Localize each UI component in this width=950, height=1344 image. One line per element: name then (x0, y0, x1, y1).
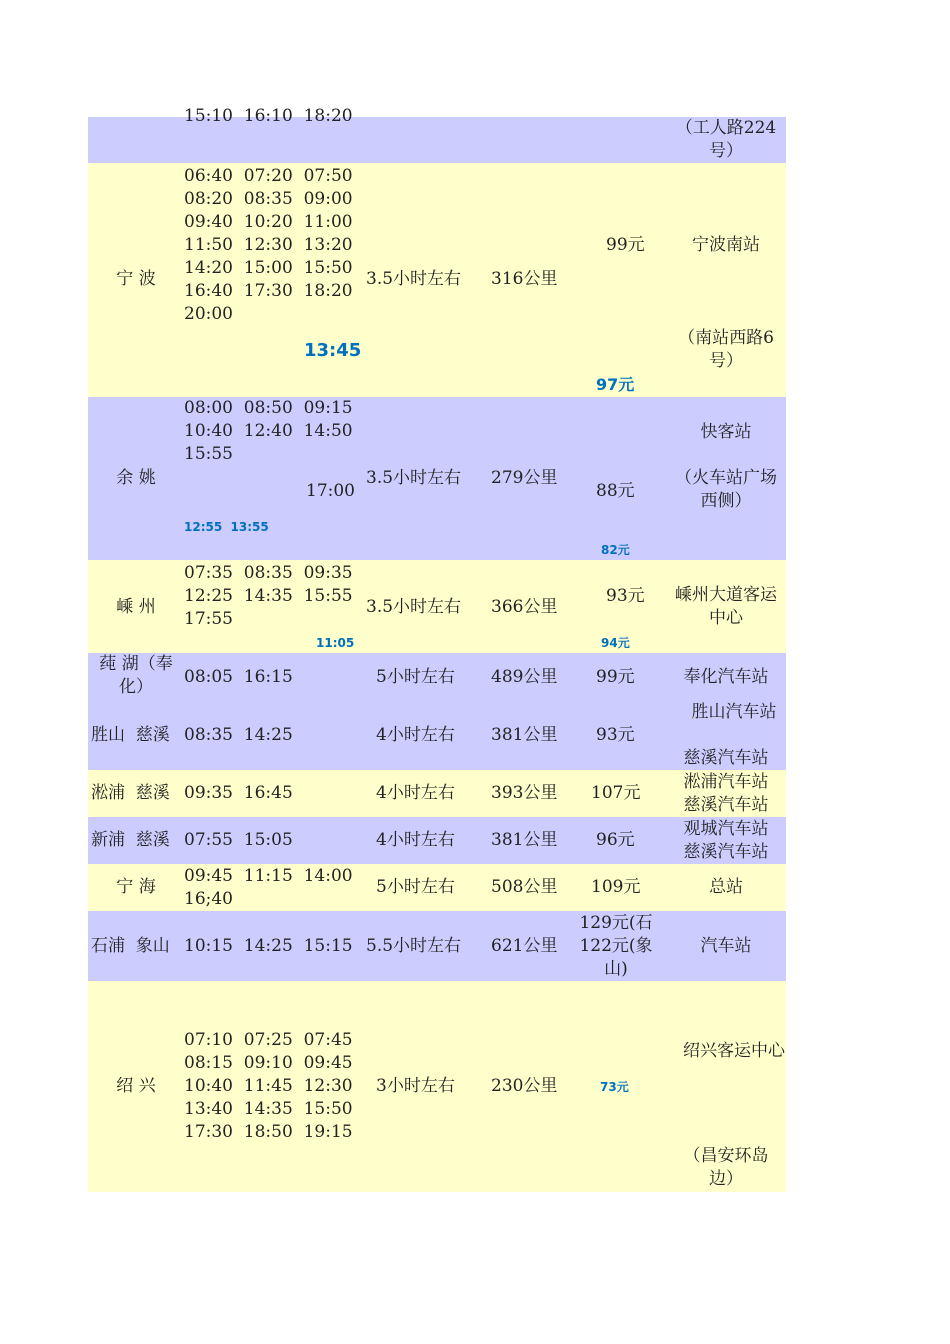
distance: 230公里 (491, 1076, 558, 1096)
departure-times: 08:05 16:15 (184, 667, 293, 687)
extra-price: 97元 (596, 375, 635, 394)
duration: 4小时左右 (376, 783, 455, 803)
station-name: 汽车站 (700, 936, 752, 956)
station-name-2: 慈溪汽车站 (683, 795, 769, 815)
distance: 621公里 (491, 936, 558, 956)
city-name: 莼 湖（奉 化） (99, 654, 173, 697)
price: 107元 (591, 783, 641, 803)
station-address: （火车站广场西侧） (675, 468, 777, 511)
city-name: 石浦 象山 (91, 936, 170, 956)
extra-time: 13:45 (304, 340, 362, 361)
duration: 3.5小时左右 (366, 269, 462, 289)
price: 99元 (606, 235, 645, 255)
station-name: 淞浦汽车站 (683, 772, 769, 792)
price: 88元 (596, 481, 635, 501)
departure-times: 07:10 07:25 07:45 08:15 09:10 09:45 10:40 11:45 12:30 13:40 14:35 15:50 17:30 18:50 19:15 (184, 1030, 353, 1142)
table-row (88, 981, 786, 1192)
station-name: 观城汽车站 (683, 819, 769, 839)
distance: 508公里 (491, 877, 558, 897)
city-name: 宁 波 (116, 269, 156, 289)
distance: 279公里 (491, 468, 558, 488)
city-name: 胜山 慈溪 (91, 725, 170, 745)
city-name: 嵊 州 (116, 597, 156, 617)
duration: 4小时左右 (376, 830, 455, 850)
extra-time: 12:55 13:55 (184, 520, 269, 534)
station-name: 宁波南站 (692, 235, 760, 255)
table-row (88, 817, 786, 864)
duration: 3.5小时左右 (366, 468, 462, 488)
distance: 381公里 (491, 725, 558, 745)
station-name-2: 慈溪汽车站 (683, 842, 769, 862)
distance: 381公里 (491, 830, 558, 850)
table-row (88, 397, 786, 560)
duration: 3小时左右 (376, 1076, 455, 1096)
station-name: 胜山汽车站 (691, 702, 777, 722)
table-row (88, 163, 786, 397)
departure-times: 07:35 08:35 09:35 12:25 14:35 15:55 17:55 (184, 563, 353, 629)
city-name: 绍 兴 (116, 1076, 156, 1096)
distance: 366公里 (491, 597, 558, 617)
station-name: 嵊州大道客运中心 (675, 585, 777, 628)
table-row (88, 653, 786, 770)
distance: 316公里 (491, 269, 558, 289)
departure-times: 09:35 16:45 (184, 783, 293, 803)
departure-times: 07:55 15:05 (184, 830, 293, 850)
station-name: 绍兴客运中心 (683, 1041, 785, 1061)
duration: 4小时左右 (376, 725, 455, 745)
departure-times: 08:00 08:50 09:15 10:40 12:40 14:50 15:55 (184, 398, 353, 464)
price: 73元 (600, 1080, 629, 1094)
table-row (88, 770, 786, 817)
price: 129元(石122元(象山) (579, 913, 653, 979)
duration: 5小时左右 (376, 877, 455, 897)
departure-times: 08:35 14:25 (184, 725, 293, 745)
station-name: 奉化汽车站 (683, 667, 769, 687)
price: 93元 (606, 586, 645, 606)
duration: 3.5小时左右 (366, 597, 462, 617)
city-name: 淞浦 慈溪 (91, 783, 170, 803)
departure-time-extra: 17:00 (306, 481, 355, 501)
station-name: 总站 (709, 877, 743, 897)
station-name-2: 慈溪汽车站 (683, 748, 769, 768)
table-row (88, 106, 786, 163)
table-row (88, 560, 786, 653)
table-row (88, 864, 786, 911)
price: 93元 (596, 725, 635, 745)
duration: 5小时左右 (376, 667, 455, 687)
extra-price: 82元 (601, 543, 630, 557)
city-name: 宁 海 (116, 877, 156, 897)
price: 96元 (596, 830, 635, 850)
duration: 5.5小时左右 (366, 936, 462, 956)
price: 109元 (591, 877, 641, 897)
table-row (88, 911, 786, 981)
station-address: （工人路224号） (675, 118, 777, 161)
departure-times: 15:10 16:10 18:20 (184, 106, 353, 126)
city-name: 余 姚 (116, 468, 156, 488)
extra-time: 11:05 (316, 636, 355, 650)
distance: 489公里 (491, 667, 558, 687)
city-name: 新浦 慈溪 (91, 830, 170, 850)
departure-times: 09:45 11:15 14:00 16;40 (184, 866, 353, 909)
distance: 393公里 (491, 783, 558, 803)
schedule-table (88, 106, 786, 1192)
station-address: （南站西路6号） (678, 328, 774, 371)
price: 99元 (596, 667, 635, 687)
station-name: 快客站 (700, 422, 752, 442)
departure-times: 10:15 14:25 15:15 (184, 936, 353, 956)
station-address: （昌安环岛边） (683, 1146, 769, 1189)
extra-price: 94元 (601, 636, 630, 650)
departure-times: 06:40 07:20 07:50 08:20 08:35 09:00 09:40 10:20 11:00 11:50 12:30 13:20 14:20 15:00 15:50 16:40 17:30 18:20 20:00 (184, 166, 353, 324)
